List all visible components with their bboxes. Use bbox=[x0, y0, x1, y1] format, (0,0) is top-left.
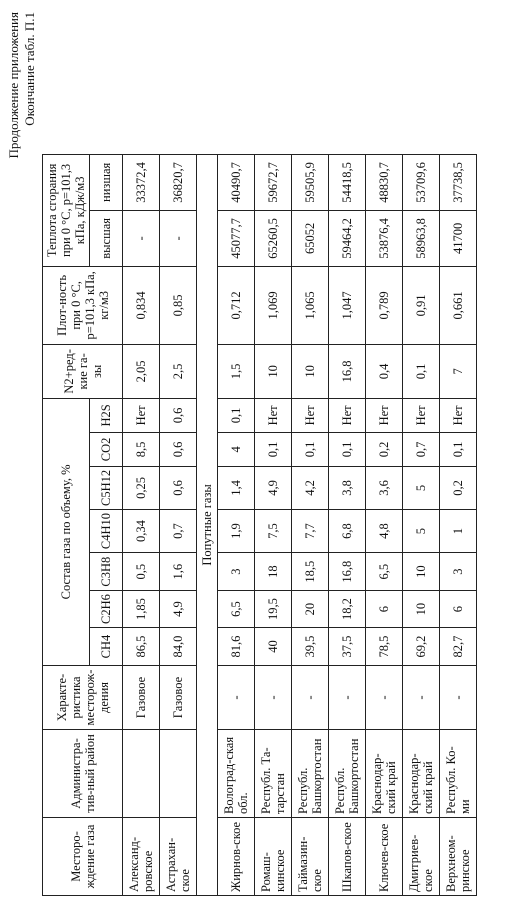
cell-c2h6: 1,85 bbox=[123, 591, 160, 628]
cell-higher: 65052 bbox=[292, 210, 329, 266]
cell-type: - bbox=[403, 666, 440, 730]
cell-density: 0,85 bbox=[160, 266, 197, 344]
cell-density: 1,069 bbox=[255, 266, 292, 344]
header-heat: Теплота сгорания при 0 °C, p=101,3 кПа, кДж/м3 bbox=[43, 154, 90, 266]
cell-field: Ключев-ское bbox=[366, 818, 403, 896]
cell-c3h8: 3 bbox=[218, 553, 255, 591]
cell-density: 1,065 bbox=[292, 266, 329, 344]
cell-lower: 37738,5 bbox=[440, 154, 477, 210]
cell-co2: 0,6 bbox=[160, 432, 197, 466]
cell-h2s: Нет bbox=[403, 398, 440, 432]
table-row bbox=[329, 154, 366, 895]
cell-region: Волоград-ская обл. bbox=[218, 730, 255, 818]
cell-c2h6: 18,2 bbox=[329, 591, 366, 628]
cell-higher: - bbox=[123, 210, 160, 266]
header-c3h8: C3H8 bbox=[90, 553, 123, 591]
natural-gas-rows bbox=[123, 154, 197, 895]
header-composition: Состав газа по объему, % bbox=[43, 398, 90, 665]
cell-region: Республ. Та-тарстан bbox=[255, 730, 292, 818]
table-row bbox=[160, 154, 197, 895]
cell-n2: 0,4 bbox=[366, 344, 403, 398]
table-continuation-caption: Окончание табл. П.1 bbox=[22, 12, 37, 126]
cell-c4h10: 0,34 bbox=[123, 510, 160, 553]
cell-co2: 0,1 bbox=[255, 432, 292, 466]
header-lower: низшая bbox=[90, 154, 123, 210]
cell-lower: 59672,7 bbox=[255, 154, 292, 210]
cell-co2: 0,1 bbox=[292, 432, 329, 466]
cell-type: Газовое bbox=[160, 666, 197, 730]
cell-field: Верхнеом-ринское bbox=[440, 818, 477, 896]
cell-h2s: Нет bbox=[255, 398, 292, 432]
header-density: Плот-ность при 0 °C, p=101,3 кПа, кг/м3 bbox=[43, 266, 123, 344]
cell-n2: 10 bbox=[255, 344, 292, 398]
cell-ch4: 39,5 bbox=[292, 628, 329, 666]
section-associated-gases: Попутные газы bbox=[197, 154, 218, 895]
cell-field: Александ-ровское bbox=[123, 818, 160, 896]
cell-h2s: 0,6 bbox=[160, 398, 197, 432]
header-higher: высшая bbox=[90, 210, 123, 266]
cell-density: 0,834 bbox=[123, 266, 160, 344]
cell-ch4: 81,6 bbox=[218, 628, 255, 666]
cell-c3h8: 3 bbox=[440, 553, 477, 591]
cell-type: - bbox=[255, 666, 292, 730]
cell-field: Шкапов-ское bbox=[329, 818, 366, 896]
table-row bbox=[440, 154, 477, 895]
table-row bbox=[255, 154, 292, 895]
cell-density: 0,712 bbox=[218, 266, 255, 344]
cell-lower: 54418,5 bbox=[329, 154, 366, 210]
cell-c4h10: 1 bbox=[440, 510, 477, 553]
cell-c5h12: 0,25 bbox=[123, 466, 160, 509]
header-field: Месторо-ждение газа bbox=[43, 818, 123, 896]
cell-density: 0,789 bbox=[366, 266, 403, 344]
cell-higher: 45077,7 bbox=[218, 210, 255, 266]
gas-composition-table bbox=[42, 154, 477, 896]
cell-density: 1,047 bbox=[329, 266, 366, 344]
cell-region: Республ. Башкортостан bbox=[292, 730, 329, 818]
header-co2: CO2 bbox=[90, 432, 123, 466]
cell-c4h10: 6,8 bbox=[329, 510, 366, 553]
cell-c4h10: 7,5 bbox=[255, 510, 292, 553]
cell-c3h8: 6,5 bbox=[366, 553, 403, 591]
cell-region bbox=[160, 730, 197, 818]
cell-lower: 53709,6 bbox=[403, 154, 440, 210]
cell-h2s: Нет bbox=[440, 398, 477, 432]
cell-c2h6: 10 bbox=[403, 591, 440, 628]
cell-c3h8: 18,5 bbox=[292, 553, 329, 591]
cell-lower: 40490,7 bbox=[218, 154, 255, 210]
header-c5h12: C5H12 bbox=[90, 466, 123, 509]
table-row bbox=[366, 154, 403, 895]
header-region: Администра-тив-ный район bbox=[43, 730, 123, 818]
cell-c2h6: 6 bbox=[440, 591, 477, 628]
cell-n2: 0,1 bbox=[403, 344, 440, 398]
cell-region: Краснодар-ский край bbox=[403, 730, 440, 818]
header-h2s: H2S bbox=[90, 398, 123, 432]
cell-type: Газовое bbox=[123, 666, 160, 730]
table-row bbox=[403, 154, 440, 895]
cell-co2: 0,2 bbox=[366, 432, 403, 466]
cell-c4h10: 0,7 bbox=[160, 510, 197, 553]
cell-lower: 36820,7 bbox=[160, 154, 197, 210]
cell-field: Ромаш-кинское bbox=[255, 818, 292, 896]
cell-higher: 53876,4 bbox=[366, 210, 403, 266]
cell-ch4: 69,2 bbox=[403, 628, 440, 666]
cell-c2h6: 6,5 bbox=[218, 591, 255, 628]
cell-ch4: 86,5 bbox=[123, 628, 160, 666]
header-c4h10: C4H10 bbox=[90, 510, 123, 553]
cell-field: Таймазин-ское bbox=[292, 818, 329, 896]
cell-n2: 10 bbox=[292, 344, 329, 398]
cell-density: 0,661 bbox=[440, 266, 477, 344]
cell-co2: 0,1 bbox=[440, 432, 477, 466]
cell-c5h12: 0,6 bbox=[160, 466, 197, 509]
cell-region: Республ. Башкортостан bbox=[329, 730, 366, 818]
cell-c2h6: 20 bbox=[292, 591, 329, 628]
header-c2h6: C2H6 bbox=[90, 591, 123, 628]
cell-higher: 59464,2 bbox=[329, 210, 366, 266]
cell-c5h12: 3,6 bbox=[366, 466, 403, 509]
associated-gas-rows bbox=[218, 154, 477, 895]
cell-c3h8: 0,5 bbox=[123, 553, 160, 591]
cell-c3h8: 1,6 bbox=[160, 553, 197, 591]
cell-type: - bbox=[292, 666, 329, 730]
cell-region: Краснодар-ский край bbox=[366, 730, 403, 818]
cell-c4h10: 1,9 bbox=[218, 510, 255, 553]
cell-c3h8: 16,8 bbox=[329, 553, 366, 591]
cell-c5h12: 0,2 bbox=[440, 466, 477, 509]
header-n2: N2+ред-кие га-зы bbox=[43, 344, 123, 398]
cell-ch4: 84,0 bbox=[160, 628, 197, 666]
cell-higher: - bbox=[160, 210, 197, 266]
cell-density: 0,91 bbox=[403, 266, 440, 344]
cell-region: Республ. Ко-ми bbox=[440, 730, 477, 818]
cell-c4h10: 7,7 bbox=[292, 510, 329, 553]
cell-region bbox=[123, 730, 160, 818]
cell-n2: 2,5 bbox=[160, 344, 197, 398]
cell-field: Жирнов-ское bbox=[218, 818, 255, 896]
cell-higher: 65260,5 bbox=[255, 210, 292, 266]
cell-h2s: Нет bbox=[292, 398, 329, 432]
table-row bbox=[218, 154, 255, 895]
cell-n2: 2,05 bbox=[123, 344, 160, 398]
cell-lower: 33372,4 bbox=[123, 154, 160, 210]
cell-h2s: Нет bbox=[329, 398, 366, 432]
cell-ch4: 37,5 bbox=[329, 628, 366, 666]
cell-n2: 1,5 bbox=[218, 344, 255, 398]
cell-h2s: 0,1 bbox=[218, 398, 255, 432]
cell-field: Астрахан-ское bbox=[160, 818, 197, 896]
cell-type: - bbox=[440, 666, 477, 730]
cell-c5h12: 4,9 bbox=[255, 466, 292, 509]
table-row bbox=[123, 154, 160, 895]
cell-ch4: 40 bbox=[255, 628, 292, 666]
cell-co2: 4 bbox=[218, 432, 255, 466]
cell-c2h6: 6 bbox=[366, 591, 403, 628]
cell-higher: 41700 bbox=[440, 210, 477, 266]
cell-h2s: Нет bbox=[366, 398, 403, 432]
appendix-caption: Продолжение приложения bbox=[6, 12, 21, 159]
cell-co2: 0,1 bbox=[329, 432, 366, 466]
table-row bbox=[292, 154, 329, 895]
cell-type: - bbox=[218, 666, 255, 730]
cell-c2h6: 19,5 bbox=[255, 591, 292, 628]
cell-lower: 59505,9 bbox=[292, 154, 329, 210]
cell-co2: 0,7 bbox=[403, 432, 440, 466]
cell-c4h10: 5 bbox=[403, 510, 440, 553]
cell-c2h6: 4,9 bbox=[160, 591, 197, 628]
header-characteristic: Характе-ристика месторож-дения bbox=[43, 666, 123, 730]
cell-c3h8: 10 bbox=[403, 553, 440, 591]
cell-c5h12: 3,8 bbox=[329, 466, 366, 509]
cell-ch4: 82,7 bbox=[440, 628, 477, 666]
cell-lower: 48830,7 bbox=[366, 154, 403, 210]
cell-c4h10: 4,8 bbox=[366, 510, 403, 553]
cell-h2s: Нет bbox=[123, 398, 160, 432]
cell-co2: 8,5 bbox=[123, 432, 160, 466]
cell-field: Дмитриев-ское bbox=[403, 818, 440, 896]
cell-c5h12: 1,4 bbox=[218, 466, 255, 509]
header-ch4: CH4 bbox=[90, 628, 123, 666]
cell-type: - bbox=[366, 666, 403, 730]
cell-c5h12: 4,2 bbox=[292, 466, 329, 509]
cell-c5h12: 5 bbox=[403, 466, 440, 509]
cell-c3h8: 18 bbox=[255, 553, 292, 591]
cell-ch4: 78,5 bbox=[366, 628, 403, 666]
cell-n2: 16,8 bbox=[329, 344, 366, 398]
cell-n2: 7 bbox=[440, 344, 477, 398]
cell-higher: 58963,8 bbox=[403, 210, 440, 266]
cell-type: - bbox=[329, 666, 366, 730]
